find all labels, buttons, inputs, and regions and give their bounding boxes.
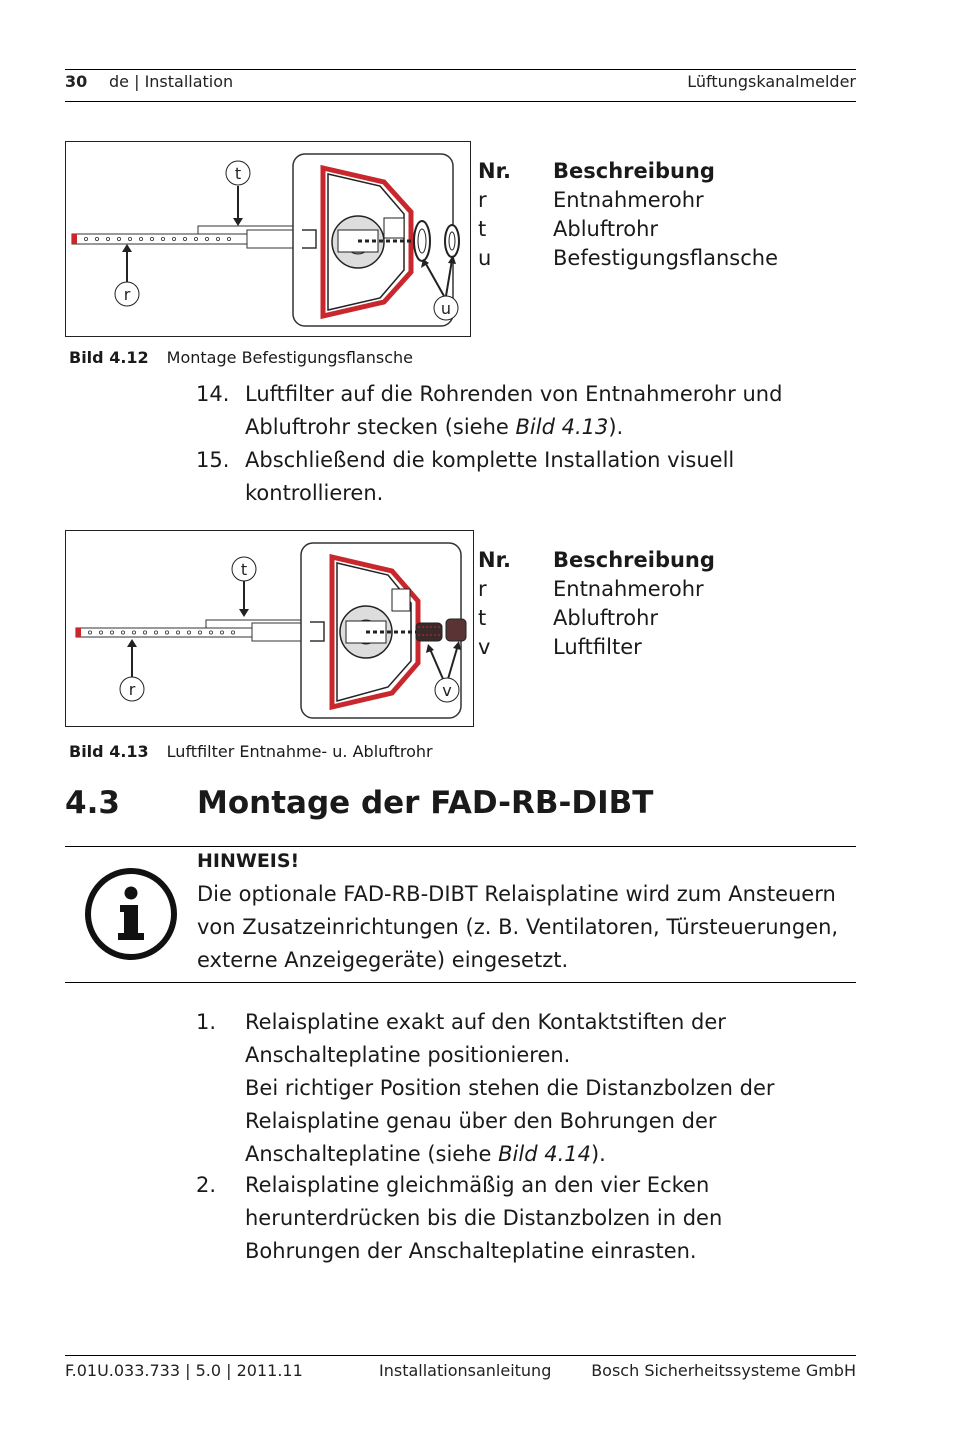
legend-row: v Luftfilter	[478, 635, 642, 659]
step-15: 15. Abschließend die komplette Installation visuell kontrollieren.	[196, 448, 735, 505]
figure-4-12	[65, 141, 471, 337]
legend-row: r Entnahmerohr	[478, 577, 704, 601]
note-body: Die optionale FAD-RB-DIBT Relaisplatine wird zum Ansteuern von Zusatzeinrichtungen (z. B. Ventilatoren, Türsteuerungen, externe Anzeigegeräte) eingesetzt.	[197, 882, 839, 972]
footer-doc-id: F.01U.033.733 | 5.0 | 2011.11	[65, 1361, 303, 1380]
legend-row: t Abluftrohr	[478, 606, 659, 630]
callout-v: v	[442, 681, 452, 700]
figure-4-13-caption: Bild 4.13 Luftfilter Entnahme- u. Abluftrohr	[69, 742, 433, 761]
section-number: 4.3	[65, 785, 120, 821]
step-1: 1. Relaisplatine exakt auf den Kontaktstiften der Anschalteplatine positionieren. Bei richtiger Position stehen die Distanzbolzen der Relaisplatine genau über den Bohrungen der Anschalteplatine (siehe Bild 4.14).	[196, 1010, 775, 1166]
section-title: Montage der FAD-RB-DIBT	[197, 785, 654, 821]
figure-4-13-legend	[478, 546, 715, 662]
figure-4-13-drawing	[66, 531, 473, 726]
header-page-number: 30	[65, 72, 88, 91]
section-heading	[65, 785, 653, 821]
note-bottom-rule	[65, 982, 856, 983]
legend-row: t Abluftrohr	[478, 217, 659, 241]
callout-t: t	[240, 560, 248, 579]
figure-reference: Bild 4.14	[498, 1142, 591, 1166]
header-top-rule	[65, 69, 856, 70]
header-section: de | Installation	[109, 72, 234, 91]
legend-header: Nr. Beschreibung	[478, 159, 715, 183]
legend-header: Nr. Beschreibung	[478, 548, 715, 572]
callout-r: r	[128, 680, 136, 699]
footer-company: Bosch Sicherheitssysteme GmbH	[591, 1361, 856, 1380]
callout-u: u	[440, 299, 452, 318]
legend-row: u Befestigungsflansche	[478, 246, 778, 270]
footer-rule	[65, 1355, 856, 1356]
figure-4-12-legend	[478, 157, 778, 273]
info-icon	[84, 867, 178, 961]
figure-4-13	[65, 530, 474, 727]
figure-4-12-drawing	[66, 142, 470, 336]
header-bottom-rule	[65, 101, 856, 102]
step-2: 2. Relaisplatine gleichmäßig an den vier Ecken herunterdrücken bis die Distanzbolzen in den Bohrungen der Anschalteplatine einrasten.	[196, 1173, 723, 1263]
figure-reference: Bild 4.13	[515, 415, 609, 439]
note-top-rule	[65, 846, 856, 847]
legend-row: r Entnahmerohr	[478, 188, 704, 212]
step-14: 14. Luftfilter auf die Rohrenden von Entnahmerohr und Abluftrohr stecken (siehe Bild 4.13).	[196, 382, 783, 439]
note-title: HINWEIS!	[197, 850, 300, 872]
figure-4-12-caption: Bild 4.12 Montage Befestigungsflansche	[69, 348, 413, 367]
header-title: Lüftungskanalmelder	[687, 72, 856, 91]
callout-r: r	[123, 285, 131, 304]
callout-t: t	[234, 164, 242, 183]
footer-doc-type: Installationsanleitung	[379, 1361, 552, 1380]
